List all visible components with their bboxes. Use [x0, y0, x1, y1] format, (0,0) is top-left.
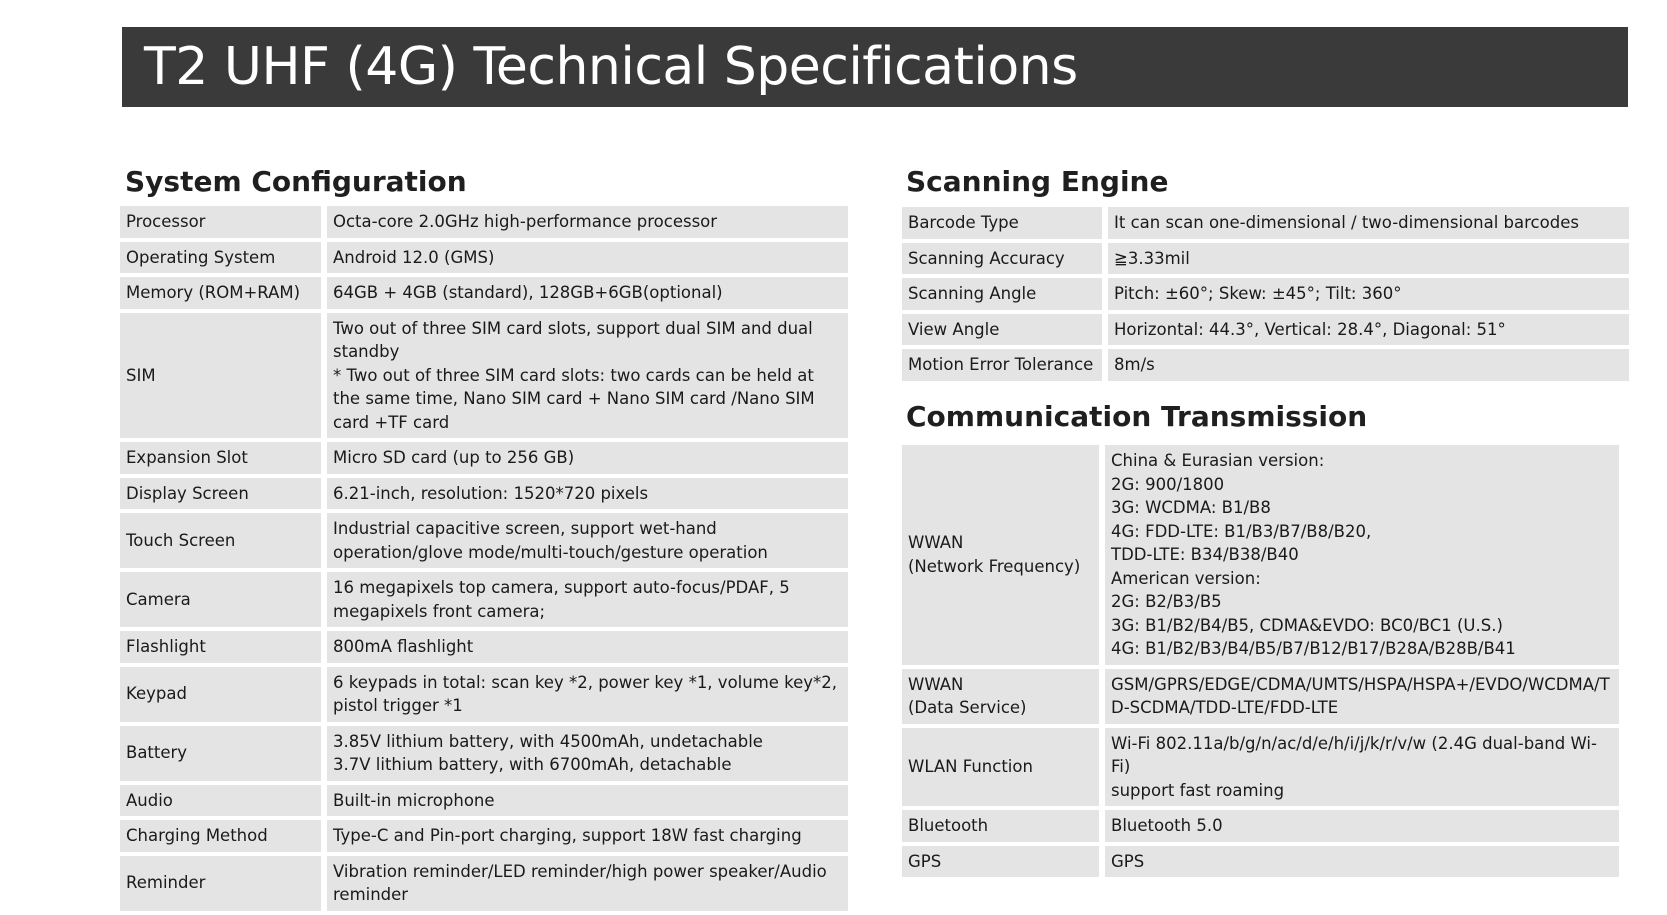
spec-value: [1108, 243, 1629, 279]
title-banner: [122, 27, 1628, 107]
spec-label-text: Bluetooth: [908, 816, 989, 835]
spec-label: [120, 856, 327, 915]
spec-value-text: Bluetooth 5.0: [1111, 816, 1223, 835]
spec-value: [1105, 810, 1619, 846]
spec-value-text: Micro SD card (up to 256 GB): [333, 448, 575, 467]
spec-value: [1108, 349, 1629, 385]
spec-value: [327, 442, 848, 478]
spec-label-text: (Data Service): [908, 698, 1027, 717]
spec-value-text: Horizontal: 44.3°, Vertical: 28.4°, Diagonal: 51°: [1114, 319, 1506, 339]
spec-label-text: (Network Frequency): [908, 556, 1081, 576]
spec-value: [327, 313, 848, 443]
spec-label-text: Memory (ROM+RAM): [126, 283, 301, 302]
spec-label-text: Expansion Slot: [126, 448, 248, 467]
spec-row: [902, 243, 1629, 279]
spec-value: [327, 242, 848, 278]
spec-label-text: View Angle: [908, 319, 1000, 339]
spec-value: [327, 572, 848, 631]
spec-row: [120, 242, 848, 278]
spec-label: [120, 820, 327, 856]
spec-value-text: 6.21-inch, resolution: 1520*720 pixels: [333, 483, 649, 503]
spec-label-text: Touch Screen: [126, 530, 236, 550]
spec-value-text: support fast roaming: [1111, 780, 1285, 800]
spec-label: [120, 277, 327, 313]
spec-label: [120, 726, 327, 785]
spec-row: [120, 513, 848, 572]
spec-value-text: 800mA flashlight: [333, 637, 474, 656]
spec-row: [902, 349, 1629, 385]
spec-label: [902, 445, 1105, 669]
spec-value-text: 16 megapixels top camera, support auto-focus/PDAF, 5 megapixels front camera;: [333, 578, 790, 621]
spec-value-text: China & Eurasian version:: [1111, 451, 1325, 470]
spec-label-text: Camera: [126, 589, 191, 609]
spec-label-text: Display Screen: [126, 483, 249, 503]
spec-row: [120, 478, 848, 514]
spec-value-text: American version:: [1111, 568, 1261, 588]
communication-transmission-heading: Communication Transmission: [906, 400, 1368, 433]
spec-value: [1105, 846, 1619, 882]
spec-label-text: Charging Method: [126, 826, 268, 845]
spec-value-text: ≧3.33mil: [1114, 248, 1190, 268]
spec-row: [902, 810, 1619, 846]
spec-label: [902, 314, 1108, 350]
spec-value: [327, 785, 848, 821]
spec-label: [902, 669, 1105, 728]
spec-value-text: GSM/GPRS/EDGE/CDMA/UMTS/HSPA/HSPA+/EVDO/WCDMA/T: [1111, 674, 1610, 694]
communication-transmission-table: [902, 445, 1619, 881]
spec-value-text: 4G: FDD-LTE: B1/B3/B7/B8/B20,: [1111, 521, 1372, 541]
spec-label-text: Operating System: [126, 247, 276, 267]
spec-row: [120, 442, 848, 478]
spec-row: [902, 728, 1619, 811]
spec-label: [120, 242, 327, 278]
spec-value-text: 3.85V lithium battery, with 4500mAh, undetachable: [333, 731, 763, 751]
spec-value-text: Industrial capacitive screen, support wet-hand operation/glove mode/multi-touch/gesture operation: [333, 519, 768, 562]
spec-row: [902, 278, 1629, 314]
spec-row: [902, 207, 1629, 243]
spec-label: [120, 513, 327, 572]
spec-row: [120, 631, 848, 667]
spec-value-text: 3G: WCDMA: B1/B8: [1111, 498, 1271, 517]
spec-label: [902, 349, 1108, 385]
spec-value-text: Wi-Fi 802.11a/b/g/n/ac/d/e/h/i/j/k/r/v/w (2.4G dual-band Wi-Fi): [1111, 733, 1597, 776]
spec-value-text: Type-C and Pin-port charging, support 18W fast charging: [333, 826, 802, 845]
spec-value: [1108, 278, 1629, 314]
spec-label: [902, 243, 1108, 279]
spec-label-text: Scanning Angle: [908, 284, 1037, 303]
spec-value-text: Two out of three SIM card slots, support dual SIM and dual standby: [333, 318, 813, 361]
spec-value: [327, 277, 848, 313]
system-configuration-heading: System Configuration: [125, 165, 467, 198]
spec-value-text: 3G: B1/B2/B4/B5, CDMA&EVDO: BC0/BC1 (U.S.): [1111, 615, 1503, 635]
spec-value: [327, 631, 848, 667]
spec-value-text: 64GB + 4GB (standard), 128GB+6GB(optional): [333, 283, 723, 302]
spec-row: [120, 206, 848, 242]
spec-label-text: Barcode Type: [908, 213, 1019, 232]
spec-label-text: Reminder: [126, 873, 206, 893]
spec-label: [902, 278, 1108, 314]
spec-row: [902, 846, 1619, 882]
spec-value-text: Octa-core 2.0GHz high-performance processor: [333, 212, 718, 231]
spec-value-text: Vibration reminder/LED reminder/high power speaker/Audio reminder: [333, 861, 827, 904]
spec-value-text: * Two out of three SIM card slots: two cards can be held at the same time, Nano SIM card + Nano SIM card /Nano SIM card +TF card: [333, 365, 815, 432]
spec-value: [327, 856, 848, 915]
spec-label: [120, 667, 327, 726]
page-title: T2 UHF (4G) Technical Specifications: [144, 37, 1078, 97]
spec-value-text: TDD-LTE: B34/B38/B40: [1111, 545, 1299, 564]
spec-row: [120, 277, 848, 313]
spec-value: [327, 478, 848, 514]
spec-label: [902, 207, 1108, 243]
spec-row: [120, 726, 848, 785]
scanning-engine-table: [902, 207, 1629, 385]
spec-value-text: D-SCDMA/TDD-LTE/FDD-LTE: [1111, 698, 1339, 717]
spec-row: [120, 820, 848, 856]
spec-value-text: It can scan one-dimensional / two-dimensional barcodes: [1114, 213, 1579, 232]
spec-value-text: 4G: B1/B2/B3/B4/B5/B7/B12/B17/B28A/B28B/B41: [1111, 639, 1516, 658]
spec-label-text: SIM: [126, 365, 156, 385]
spec-label: [120, 785, 327, 821]
spec-row: [902, 314, 1629, 350]
spec-row: [120, 667, 848, 726]
spec-value-text: 3.7V lithium battery, with 6700mAh, detachable: [333, 755, 732, 774]
spec-label: [120, 478, 327, 514]
spec-value-text: 6 keypads in total: scan key *2, power key *1, volume key*2, pistol trigger *1: [333, 672, 838, 715]
spec-value: [1105, 445, 1619, 669]
spec-row: [120, 572, 848, 631]
spec-value-text: GPS: [1111, 851, 1145, 871]
spec-row: [120, 313, 848, 443]
spec-row: [120, 856, 848, 915]
spec-label-text: WWAN: [908, 674, 964, 694]
spec-label-text: Flashlight: [126, 637, 206, 656]
spec-value: [1108, 314, 1629, 350]
spec-label: [120, 631, 327, 667]
spec-label-text: Scanning Accuracy: [908, 248, 1065, 268]
spec-value: [327, 206, 848, 242]
spec-value-text: 2G: B2/B3/B5: [1111, 592, 1222, 611]
spec-label-text: Audio: [126, 790, 173, 810]
spec-label: [120, 442, 327, 478]
spec-value: [327, 513, 848, 572]
spec-row: [902, 669, 1619, 728]
system-configuration-table: [120, 206, 848, 915]
spec-row: [120, 785, 848, 821]
spec-label: [120, 313, 327, 443]
spec-value: [1108, 207, 1629, 243]
spec-label-text: Motion Error Tolerance: [908, 355, 1094, 374]
spec-label-text: WLAN Function: [908, 757, 1033, 776]
spec-value-text: Built-in microphone: [333, 790, 495, 810]
spec-label: [902, 810, 1105, 846]
spec-label: [902, 728, 1105, 811]
spec-label: [120, 206, 327, 242]
spec-label-text: GPS: [908, 851, 942, 871]
spec-row: [902, 445, 1619, 669]
spec-label-text: Battery: [126, 743, 188, 763]
spec-value-text: Pitch: ±60°; Skew: ±45°; Tilt: 360°: [1114, 284, 1402, 303]
spec-value: [327, 820, 848, 856]
spec-value: [327, 726, 848, 785]
spec-label-text: Keypad: [126, 684, 187, 704]
spec-value: [327, 667, 848, 726]
spec-value-text: Android 12.0 (GMS): [333, 247, 495, 267]
spec-label-text: WWAN: [908, 533, 964, 553]
spec-label-text: Processor: [126, 212, 206, 231]
spec-label: [902, 846, 1105, 882]
scanning-engine-heading: Scanning Engine: [906, 165, 1169, 198]
spec-value: [1105, 669, 1619, 728]
spec-label: [120, 572, 327, 631]
spec-value-text: 8m/s: [1114, 355, 1155, 374]
spec-value: [1105, 728, 1619, 811]
spec-value-text: 2G: 900/1800: [1111, 474, 1225, 494]
